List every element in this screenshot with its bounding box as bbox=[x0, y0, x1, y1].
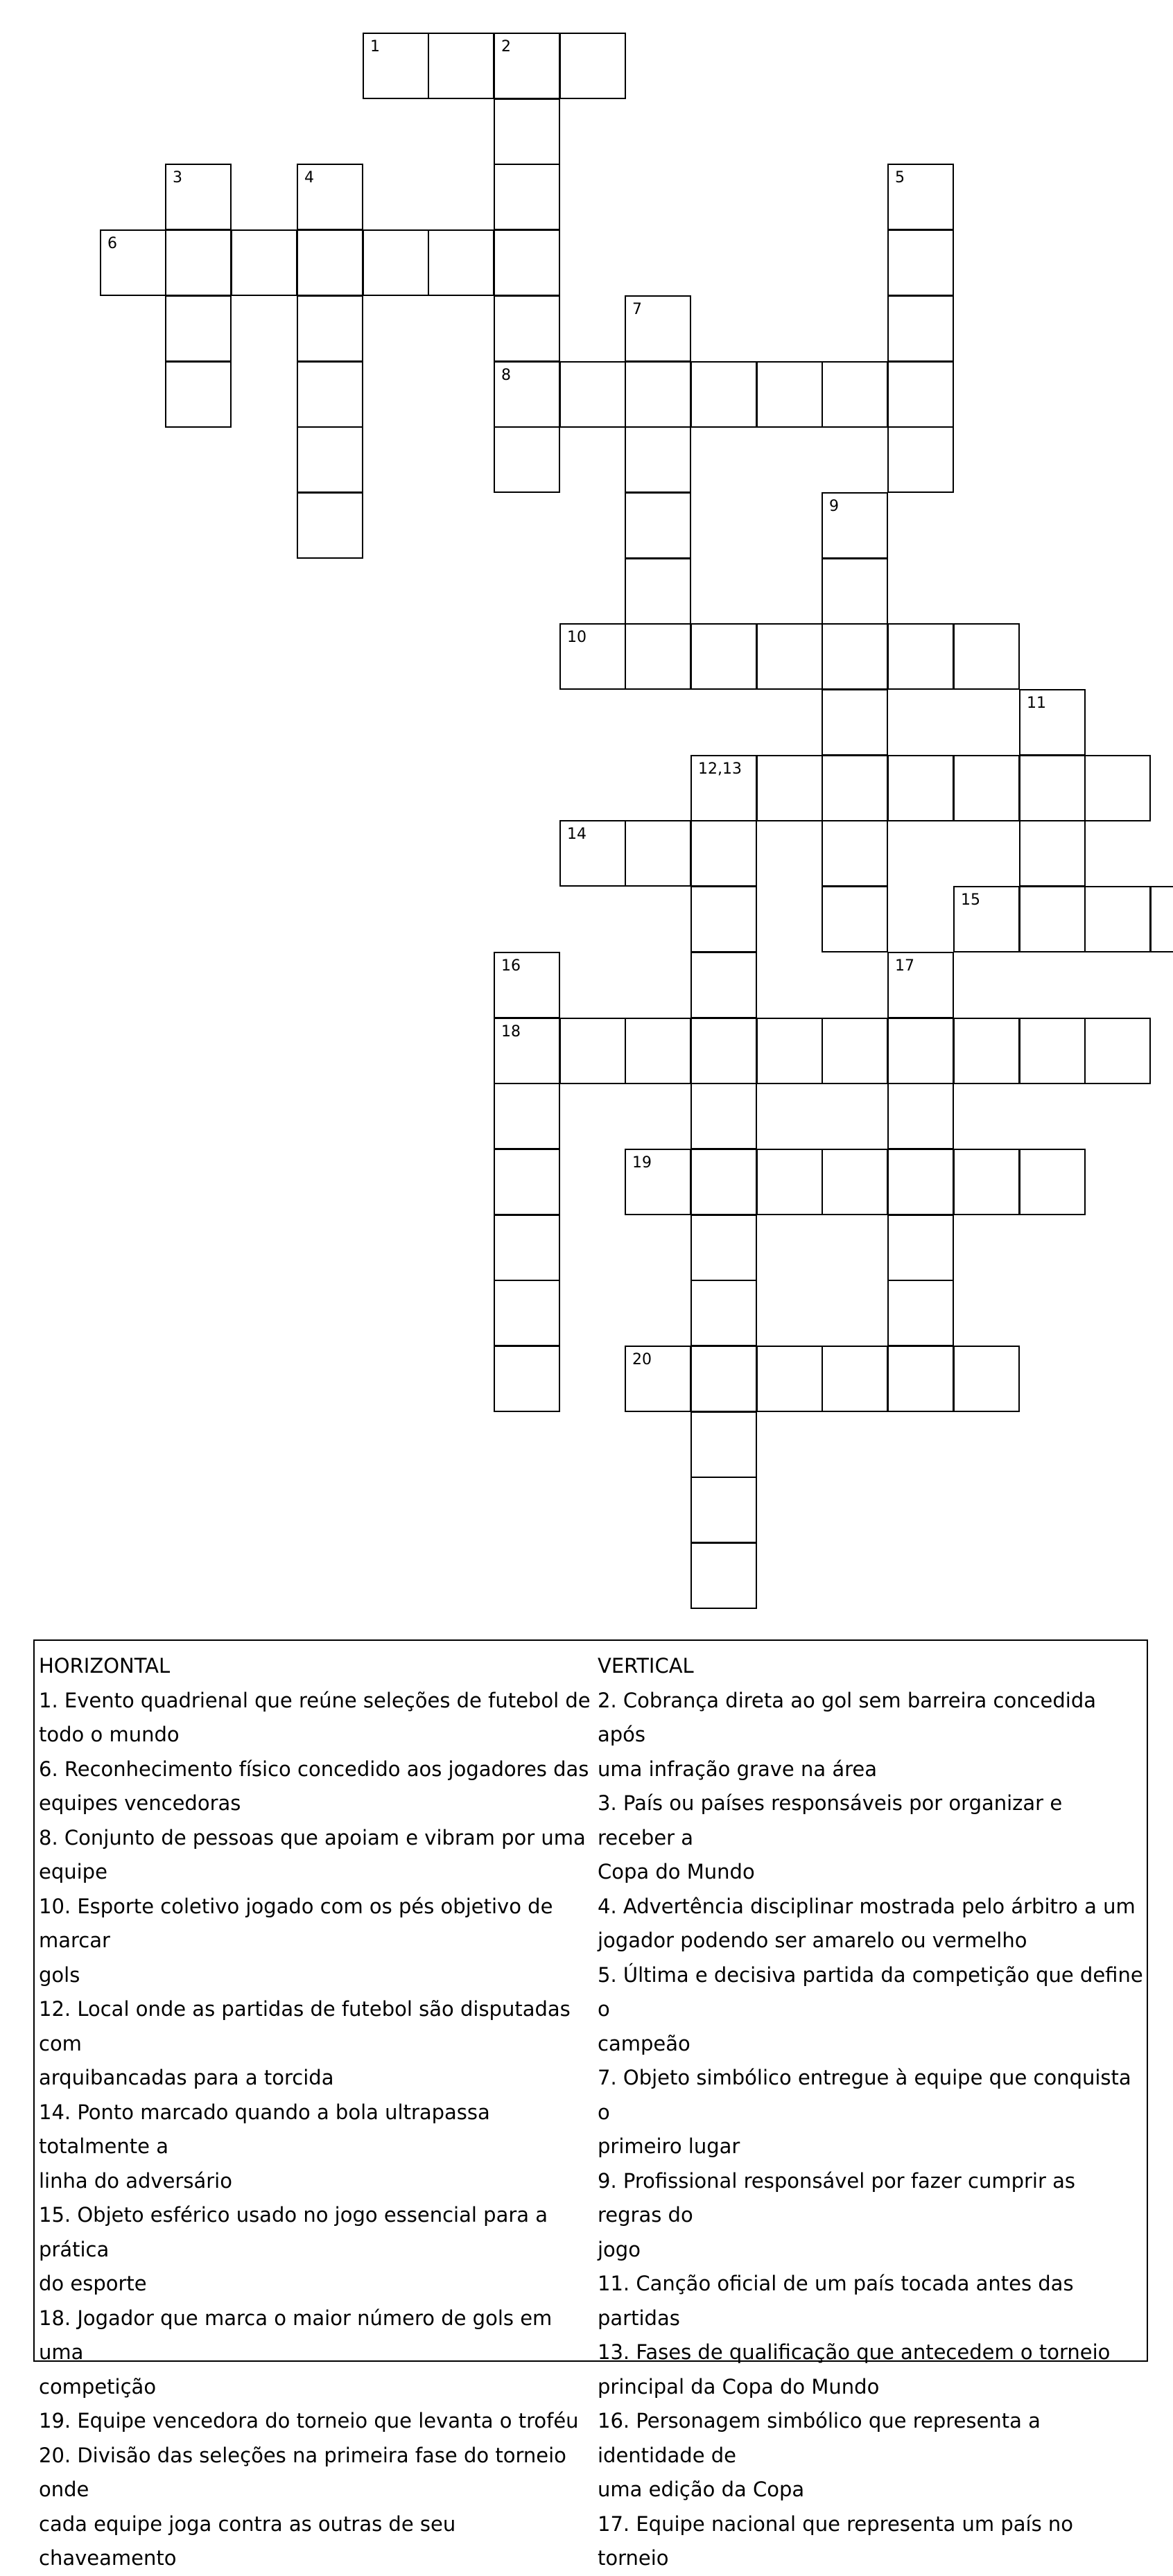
clue-line: 20. Divisão das seleções na primeira fase do torneio onde bbox=[39, 2443, 566, 2501]
clue-line: 1. Evento quadrienal que reúne seleções de futebol de bbox=[39, 1688, 591, 1712]
clue-number: 12,13 bbox=[698, 760, 742, 778]
crossword-cell[interactable] bbox=[1019, 886, 1086, 952]
crossword-cell[interactable] bbox=[625, 558, 691, 625]
clue-line: Copa do Mundo bbox=[598, 1860, 755, 1883]
clue-line: 10. Esporte coletivo jogado com os pés objetivo de marcar bbox=[39, 1894, 553, 1952]
clue-line: 5. Última e decisiva partida da competição que define o bbox=[598, 1963, 1143, 2021]
crossword-cell[interactable] bbox=[822, 1346, 888, 1412]
crossword-cell[interactable] bbox=[363, 229, 429, 296]
clue-number: 4 bbox=[304, 169, 314, 186]
crossword-cell[interactable] bbox=[494, 1215, 560, 1281]
crossword-cell[interactable] bbox=[756, 1346, 823, 1412]
crossword-cell[interactable] bbox=[1019, 689, 1086, 756]
crossword-cell[interactable] bbox=[625, 820, 691, 887]
crossword-cell[interactable] bbox=[363, 33, 429, 99]
crossword-cell[interactable] bbox=[494, 295, 560, 362]
clue-line: 14. Ponto marcado quando a bola ultrapassa totalmente a bbox=[39, 2100, 490, 2158]
clue-line: arquibancadas para a torcida bbox=[39, 2066, 334, 2089]
crossword-cell[interactable] bbox=[625, 426, 691, 493]
clue-line: cada equipe joga contra as outras de seu chaveamento bbox=[39, 2512, 456, 2570]
crossword-cell[interactable] bbox=[1019, 1149, 1086, 1215]
crossword-cell[interactable] bbox=[822, 1018, 888, 1084]
crossword-cell[interactable] bbox=[887, 1149, 954, 1215]
clue-number: 19 bbox=[632, 1154, 652, 1172]
crossword-cell[interactable] bbox=[822, 361, 888, 428]
crossword-cell[interactable] bbox=[494, 361, 560, 428]
vertical-clues bbox=[598, 1649, 1145, 2576]
crossword-cell[interactable] bbox=[822, 1149, 888, 1215]
clue-line: 11. Canção oficial de um país tocada antes das partidas bbox=[598, 2272, 1074, 2330]
crossword-cell[interactable] bbox=[822, 886, 888, 952]
clue-line: 16. Personagem simbólico que representa a identidade de bbox=[598, 2409, 1041, 2467]
crossword-cell[interactable] bbox=[953, 1149, 1020, 1215]
crossword-cell[interactable] bbox=[494, 33, 560, 99]
clue-line: 18. Jogador que marca o maior número de gols em uma bbox=[39, 2306, 553, 2364]
crossword-cell[interactable] bbox=[625, 1018, 691, 1084]
clue-line: todo o mundo bbox=[39, 1723, 180, 1746]
clue-number: 15 bbox=[961, 891, 980, 909]
clue-line: 13. Fases de qualificação que antecedem o torneio bbox=[598, 2340, 1111, 2364]
crossword-cell[interactable] bbox=[887, 426, 954, 493]
clue-line: equipe bbox=[39, 1860, 107, 1883]
crossword-cell[interactable] bbox=[953, 1346, 1020, 1412]
crossword-cell[interactable] bbox=[231, 229, 297, 296]
crossword-cell[interactable] bbox=[428, 229, 494, 296]
crossword-cell[interactable] bbox=[822, 689, 888, 756]
crossword-cell[interactable] bbox=[822, 492, 888, 559]
clue-line: 6. Reconhecimento físico concedido aos jogadores das bbox=[39, 1757, 589, 1781]
clues-box bbox=[33, 1639, 1148, 2570]
clue-line: primeiro lugar bbox=[598, 2134, 740, 2158]
clue-line: 2. Cobrança direta ao gol sem barreira concedida após bbox=[598, 1688, 1097, 1746]
clue-line: campeão bbox=[598, 2031, 690, 2055]
clue-line: 15. Objeto esférico usado no jogo essencial para a prática bbox=[39, 2203, 548, 2261]
clue-line: linha do adversário bbox=[39, 2168, 232, 2193]
crossword-cell[interactable] bbox=[953, 755, 1020, 821]
crossword-cell[interactable] bbox=[100, 229, 166, 296]
clue-number: 16 bbox=[501, 957, 521, 975]
crossword-cell[interactable] bbox=[690, 1149, 757, 1215]
crossword-cell[interactable] bbox=[559, 1018, 626, 1084]
clue-line: competição bbox=[39, 2374, 157, 2399]
clue-number: 14 bbox=[567, 826, 586, 843]
crossword-cell[interactable] bbox=[297, 492, 363, 559]
crossword-cell[interactable] bbox=[887, 1280, 954, 1346]
crossword-cell[interactable] bbox=[756, 1149, 823, 1215]
crossword-cell[interactable] bbox=[822, 755, 888, 821]
clue-line: 8. Conjunto de pessoas que apoiam e vibram por uma bbox=[39, 1825, 586, 1850]
crossword-cell[interactable] bbox=[625, 361, 691, 428]
crossword-cell[interactable] bbox=[690, 755, 757, 821]
crossword-cell[interactable] bbox=[822, 623, 888, 690]
crossword-cell[interactable] bbox=[690, 820, 757, 887]
crossword-cell[interactable] bbox=[756, 1018, 823, 1084]
crossword-cell[interactable] bbox=[690, 1083, 757, 1149]
clue-number: 18 bbox=[501, 1023, 521, 1041]
clue-number: 5 bbox=[895, 169, 905, 186]
clue-line: gols bbox=[39, 1963, 80, 1987]
crossword-cell[interactable] bbox=[625, 295, 691, 362]
crossword-cell[interactable] bbox=[165, 229, 232, 296]
clue-line: jogador podendo ser amarelo ou vermelho bbox=[598, 1929, 1027, 1952]
clue-number: 3 bbox=[173, 169, 182, 186]
crossword-cell[interactable] bbox=[887, 361, 954, 428]
clue-number: 1 bbox=[370, 38, 380, 55]
crossword-cell[interactable] bbox=[494, 1346, 560, 1412]
clue-number: 8 bbox=[501, 367, 511, 384]
clue-line: 3. País ou países responsáveis por organizar e receber a bbox=[598, 1791, 1063, 1850]
crossword-cell[interactable] bbox=[887, 1083, 954, 1149]
crossword-cell[interactable] bbox=[494, 952, 560, 1018]
crossword-cell[interactable] bbox=[494, 1018, 560, 1084]
crossword-cell[interactable] bbox=[887, 1215, 954, 1281]
crossword-cell[interactable] bbox=[1019, 755, 1086, 821]
clue-line: do esporte bbox=[39, 2272, 147, 2295]
crossword-cell[interactable] bbox=[297, 426, 363, 493]
crossword-cell[interactable] bbox=[494, 164, 560, 230]
crossword-cell[interactable] bbox=[625, 1346, 691, 1412]
crossword-cell[interactable] bbox=[297, 361, 363, 428]
clue-line: 9. Profissional responsável por fazer cumprir as regras do bbox=[598, 2168, 1075, 2227]
crossword-cell[interactable] bbox=[1084, 755, 1151, 821]
horizontal-heading: HORIZONTAL bbox=[39, 1654, 171, 1678]
crossword-cell[interactable] bbox=[756, 755, 823, 821]
horizontal-clues bbox=[39, 1649, 593, 2576]
clue-line: equipes vencedoras bbox=[39, 1791, 241, 1815]
crossword-cell[interactable] bbox=[690, 1411, 757, 1478]
clue-number: 17 bbox=[895, 957, 914, 975]
crossword-cell[interactable] bbox=[559, 361, 626, 428]
crossword-cell[interactable] bbox=[822, 558, 888, 625]
clue-number: 9 bbox=[829, 498, 839, 515]
crossword-cell[interactable] bbox=[625, 1149, 691, 1215]
clue-line: 19. Equipe vencedora do torneio que levanta o troféu bbox=[39, 2409, 579, 2433]
crossword-cell[interactable] bbox=[887, 1346, 954, 1412]
crossword-cell[interactable] bbox=[297, 295, 363, 362]
crossword-cell[interactable] bbox=[494, 98, 560, 165]
crossword-cell[interactable] bbox=[165, 295, 232, 362]
clue-line: principal da Copa do Mundo bbox=[598, 2374, 880, 2399]
crossword-cell[interactable] bbox=[887, 164, 954, 230]
crossword-cell[interactable] bbox=[1084, 1018, 1151, 1084]
crossword-cell[interactable] bbox=[887, 755, 954, 821]
crossword-cell[interactable] bbox=[690, 1215, 757, 1281]
crossword-cell[interactable] bbox=[887, 952, 954, 1018]
clue-number: 10 bbox=[567, 629, 586, 646]
clue-number: 2 bbox=[501, 38, 511, 55]
clue-number: 6 bbox=[107, 235, 117, 252]
clue-line: uma edição da Copa bbox=[598, 2478, 805, 2501]
crossword-cell[interactable] bbox=[559, 33, 626, 99]
crossword-cell[interactable] bbox=[1019, 1018, 1086, 1084]
clue-line: 4. Advertência disciplinar mostrada pelo árbitro a um bbox=[598, 1894, 1136, 1918]
crossword-cell[interactable] bbox=[690, 1542, 757, 1609]
crossword-cell[interactable] bbox=[1019, 820, 1086, 887]
clue-number: 11 bbox=[1027, 695, 1046, 712]
crossword-cell[interactable] bbox=[494, 1280, 560, 1346]
clue-number: 7 bbox=[632, 301, 642, 318]
crossword-cell[interactable] bbox=[756, 623, 823, 690]
crossword-cell[interactable] bbox=[494, 1083, 560, 1149]
clue-line: 17. Equipe nacional que representa um país no torneio bbox=[598, 2512, 1074, 2570]
crossword-cell[interactable] bbox=[559, 623, 626, 690]
crossword-cell[interactable] bbox=[690, 1018, 757, 1084]
clue-number: 20 bbox=[632, 1351, 652, 1368]
crossword-cell[interactable] bbox=[165, 164, 232, 230]
crossword-cell[interactable] bbox=[428, 33, 494, 99]
crossword-cell[interactable] bbox=[1150, 886, 1173, 952]
crossword-cell[interactable] bbox=[297, 229, 363, 296]
crossword-cell[interactable] bbox=[494, 426, 560, 493]
crossword-cell[interactable] bbox=[887, 1018, 954, 1084]
crossword-cell[interactable] bbox=[494, 229, 560, 296]
crossword-cell[interactable] bbox=[690, 623, 757, 690]
crossword-cell[interactable] bbox=[625, 492, 691, 559]
crossword-cell[interactable] bbox=[1084, 886, 1151, 952]
crossword-cell[interactable] bbox=[690, 886, 757, 952]
clue-line: jogo bbox=[598, 2237, 641, 2261]
crossword-cell[interactable] bbox=[953, 623, 1020, 690]
crossword-cell[interactable] bbox=[887, 623, 954, 690]
crossword-cell[interactable] bbox=[953, 1018, 1020, 1084]
clue-line: 7. Objeto simbólico entregue à equipe que conquista o bbox=[598, 2066, 1131, 2124]
clue-line: 12. Local onde as partidas de futebol são disputadas com bbox=[39, 1997, 571, 2055]
crossword-cell[interactable] bbox=[822, 820, 888, 887]
clue-line: uma infração grave na área bbox=[598, 1757, 877, 1781]
crossword-cell[interactable] bbox=[690, 361, 757, 428]
crossword-cell[interactable] bbox=[690, 952, 757, 1018]
crossword-cell[interactable] bbox=[494, 1149, 560, 1215]
crossword-cell[interactable] bbox=[690, 1477, 757, 1543]
crossword-cell[interactable] bbox=[887, 229, 954, 296]
crossword-cell[interactable] bbox=[953, 886, 1020, 952]
crossword-cell[interactable] bbox=[559, 820, 626, 887]
crossword-cell[interactable] bbox=[690, 1280, 757, 1346]
crossword-cell[interactable] bbox=[625, 623, 691, 690]
crossword-cell[interactable] bbox=[165, 361, 232, 428]
crossword-cell[interactable] bbox=[887, 295, 954, 362]
crossword-cell[interactable] bbox=[690, 1346, 757, 1412]
crossword-cell[interactable] bbox=[297, 164, 363, 230]
vertical-heading: VERTICAL bbox=[598, 1654, 694, 1678]
crossword-cell[interactable] bbox=[756, 361, 823, 428]
